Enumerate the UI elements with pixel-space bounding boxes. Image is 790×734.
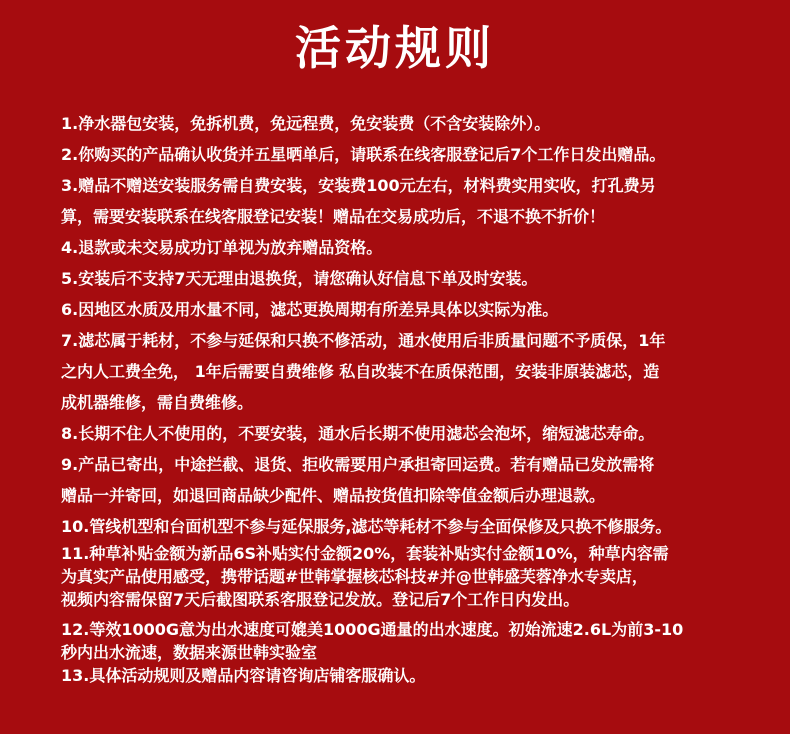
rule-11-line-1: 11.种草补贴金额为新品6S补贴实付金额20%，套装补贴实付金额10%，种草内容需 (61, 544, 669, 563)
page-title: 活动规则 (295, 21, 495, 75)
rule-4-line-1: 4.退款或未交易成功订单视为放弃赠品资格。 (61, 238, 383, 257)
rule-11-line-2: 为真实产品使用感受，携带话题#世韩掌握核芯科技#并@世韩盛芙蓉净水专卖店， (61, 567, 648, 586)
rule-7-line-2: 之内人工费全免， 1年后需要自费维修 私自改装不在质保范围，安装非原装滤芯，造 (61, 362, 660, 381)
rule-7-line-3: 成机器维修，需自费维修。 (61, 393, 254, 412)
rules-list (61, 108, 761, 687)
rule-9-line-1: 9.产品已寄出，中途拦截、退货、拒收需要用户承担寄回运费。若有赠品已发放需将 (61, 455, 655, 474)
rule-13-line-1: 13.具体活动规则及赠品内容请咨询店铺客服确认。 (61, 666, 426, 685)
rule-12-line-2: 秒内出水流速，数据来源世韩实验室 (61, 643, 318, 662)
rule-6-line-1: 6.因地区水质及用水量不同，滤芯更换周期有所差异具体以实际为准。 (61, 300, 559, 319)
rule-5-line-1: 5.安装后不支持7天无理由退换货，请您确认好信息下单及时安装。 (61, 269, 538, 288)
rule-2-line-1: 2.你购买的产品确认收货并五星晒单后，请联系在线客服登记后7个工作日发出赠品。 (61, 145, 666, 164)
rule-12-line-1: 12.等效1000G意为出水速度可媲美1000G通量的出水速度。初始流速2.6L为前3-10 (61, 620, 684, 639)
rule-3-line-1: 3.赠品不赠送安装服务需自费安装，安装费100元左右，材料费实用实收，打孔费另 (61, 176, 656, 195)
rule-7-line-1: 7.滤芯属于耗材，不参与延保和只换不修活动，通水使用后非质量问题不予质保，1年 (61, 331, 666, 350)
rule-8-line-1: 8.长期不住人不使用的，不要安装，通水后长期不使用滤芯会泡坏，缩短滤芯寿命。 (61, 424, 655, 443)
spacer (61, 611, 761, 618)
rule-10-line-1: 10.管线机型和台面机型不参与延保服务,滤芯等耗材不参与全面保修及只换不修服务。 (61, 517, 672, 536)
rule-9-line-2: 赠品一并寄回，如退回商品缺少配件、赠品按货值扣除等值金额后办理退款。 (61, 486, 606, 505)
rule-3-line-2: 算，需要安装联系在线客服登记安装！赠品在交易成功后，不退不换不折价！ (61, 207, 606, 226)
rule-1-line-1: 1.净水器包安装，免拆机费，免远程费，免安装费（不含安装除外）。 (61, 114, 551, 133)
rule-11-line-3: 视频内容需保留7天后截图联系客服登记发放。登记后7个工作日内发出。 (61, 590, 580, 609)
